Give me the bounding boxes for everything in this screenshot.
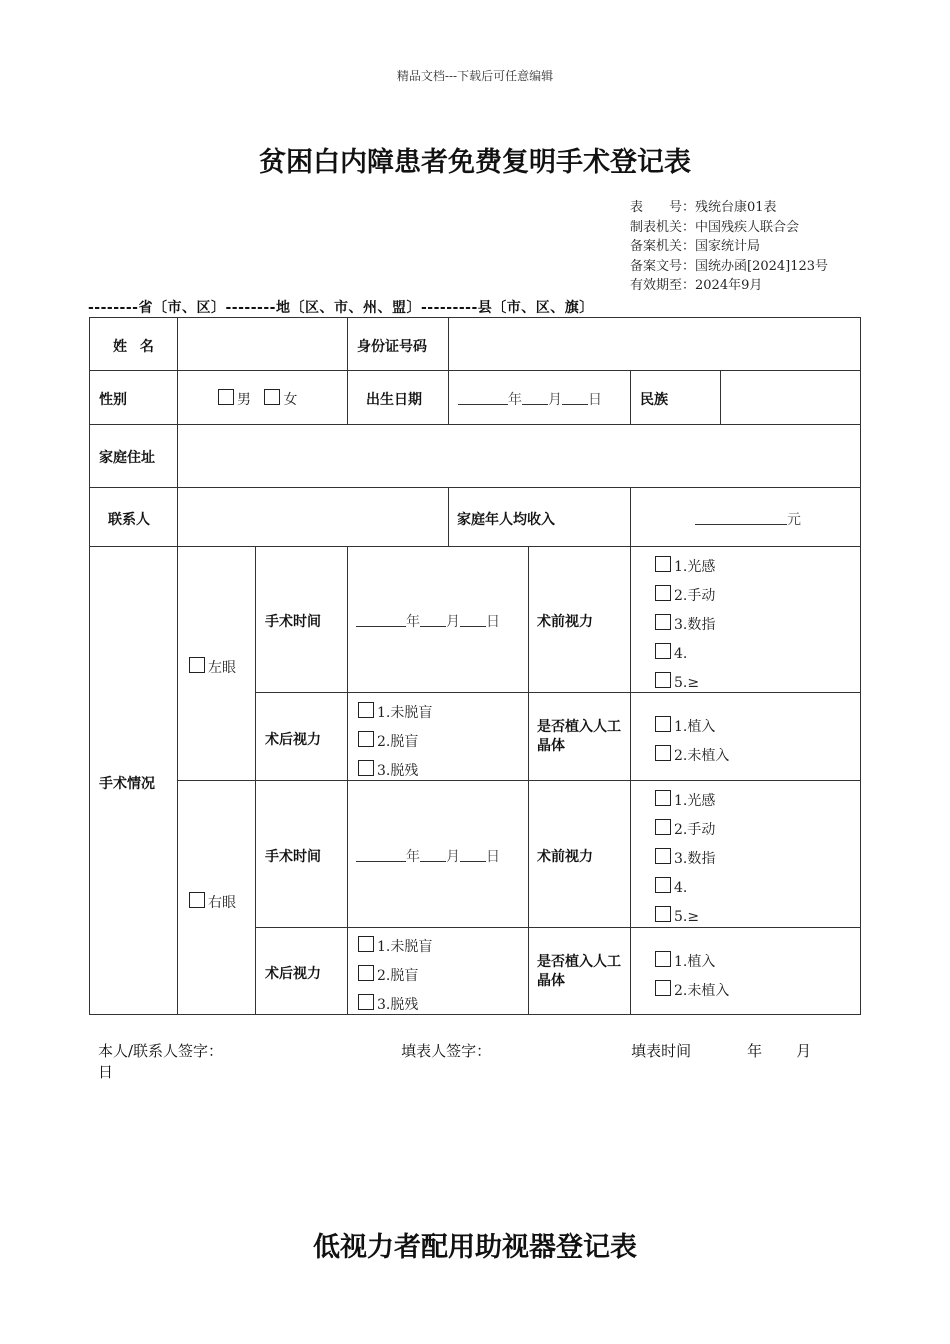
- left-post-option-3[interactable]: [358, 760, 418, 780]
- male-checkbox[interactable]: [218, 389, 234, 405]
- option-label: 2.手动: [674, 822, 716, 838]
- left-implant-option-2[interactable]: [655, 745, 729, 765]
- right-post-vision-label: 术后视力: [265, 966, 321, 982]
- right-pre-option-2[interactable]: [655, 819, 715, 839]
- left-eye-label: 左眼: [208, 660, 236, 676]
- right-eye-checkbox[interactable]: [189, 892, 205, 908]
- checkbox[interactable]: [358, 702, 374, 718]
- left-post-option-2[interactable]: [358, 731, 418, 751]
- checkbox[interactable]: [358, 965, 374, 981]
- checkbox[interactable]: [655, 745, 671, 761]
- meta-filing-authority: 备案机关：国家统计局: [630, 239, 761, 254]
- gender-label: 性别: [99, 392, 127, 408]
- prefecture-label: 地〔区、市、州、盟〕: [275, 300, 421, 316]
- row-divider: [255, 927, 861, 928]
- row-divider: [255, 692, 861, 693]
- checkbox[interactable]: [358, 760, 374, 776]
- option-label: 3.数指: [674, 617, 716, 633]
- option-label: 1.植入: [674, 719, 716, 735]
- filler-sign-label: 填表人签字：: [401, 1042, 492, 1060]
- left-implant-option-1[interactable]: [655, 716, 715, 736]
- right-post-option-1[interactable]: [358, 936, 432, 956]
- day-label: 日: [486, 614, 500, 630]
- left-pre-vision-label: 术前视力: [537, 614, 593, 630]
- right-pre-vision-label: 术前视力: [537, 849, 593, 865]
- option-label: 3.脱残: [377, 763, 419, 779]
- checkbox[interactable]: [655, 906, 671, 922]
- col-divider: [177, 317, 178, 1015]
- right-implant-label: 是否植入人工晶体: [537, 954, 621, 989]
- right-implant-option-1[interactable]: [655, 951, 715, 971]
- left-post-vision-label: 术后视力: [265, 732, 321, 748]
- checkbox[interactable]: [358, 936, 374, 952]
- option-label: 4.: [674, 646, 688, 662]
- contact-label: 联系人: [108, 512, 150, 528]
- male-label: 男: [237, 392, 251, 408]
- right-pre-option-3[interactable]: [655, 848, 715, 868]
- right-pre-option-5[interactable]: [655, 906, 699, 925]
- id-number-label: 身份证号码: [357, 339, 427, 355]
- row-divider: [89, 546, 861, 547]
- left-eye-checkbox[interactable]: [189, 657, 205, 673]
- option-label: 3.数指: [674, 851, 716, 867]
- address-label: 家庭住址: [99, 450, 155, 466]
- right-surgery-time-field[interactable]: [356, 846, 500, 866]
- table-border-bottom: [89, 1014, 861, 1015]
- day-label: 日: [588, 392, 602, 408]
- left-pre-option-2[interactable]: [655, 585, 715, 605]
- month-label: 月: [446, 614, 460, 630]
- sign-month-label: 月: [796, 1042, 812, 1060]
- checkbox[interactable]: [655, 877, 671, 893]
- name-label: 姓 名: [113, 339, 158, 355]
- sign-year-label: 年: [747, 1042, 763, 1060]
- female-label: 女: [283, 392, 298, 408]
- day-label: 日: [486, 849, 500, 865]
- col-divider: [347, 546, 348, 1015]
- left-pre-option-4[interactable]: [655, 643, 687, 662]
- month-label: 月: [446, 849, 460, 865]
- row-divider: [177, 780, 861, 781]
- right-pre-option-1[interactable]: [655, 790, 715, 810]
- month-label: 月: [548, 392, 562, 408]
- option-label: 1.光感: [674, 793, 716, 809]
- row-divider: [89, 487, 861, 488]
- left-implant-label: 是否植入人工晶体: [537, 719, 621, 754]
- checkbox[interactable]: [655, 819, 671, 835]
- region-line: --------省〔市、区〕--------地〔区、市、州、盟〕---------县〔市、区、旗〕: [88, 300, 594, 316]
- checkbox[interactable]: [655, 980, 671, 996]
- meta-filing-number: 备案文号：国统办函[2024]123号: [630, 258, 829, 274]
- ethnicity-label: 民族: [640, 392, 668, 408]
- ethnicity-field[interactable]: [724, 373, 857, 421]
- right-implant-option-2[interactable]: [655, 980, 729, 1000]
- province-label: 省〔市、区〕: [138, 300, 226, 316]
- checkbox[interactable]: [655, 614, 671, 630]
- birth-date-field[interactable]: [458, 389, 602, 409]
- checkbox[interactable]: [655, 951, 671, 967]
- right-post-option-3[interactable]: [358, 994, 418, 1014]
- right-surgery-time-label: 手术时间: [265, 849, 321, 865]
- checkbox[interactable]: [358, 731, 374, 747]
- year-label: 年: [406, 614, 420, 630]
- table-border-left: [89, 317, 90, 1015]
- signature-line: [98, 1041, 858, 1083]
- county-label: 县〔市、区、旗〕: [477, 300, 594, 316]
- option-label: 5.≥: [674, 909, 700, 925]
- left-pre-option-5[interactable]: [655, 672, 699, 691]
- header-note: 精品文档---下载后可任意编辑: [396, 69, 554, 83]
- col-divider: [448, 317, 449, 424]
- option-label: 1.光感: [674, 559, 716, 575]
- col-divider: [448, 487, 449, 546]
- year-label: 年: [406, 849, 420, 865]
- left-surgery-time-label: 手术时间: [265, 614, 321, 630]
- col-divider: [255, 546, 256, 1015]
- option-label: 2.脱盲: [377, 968, 419, 984]
- year-label: 年: [508, 392, 522, 408]
- sign-day-label: 日: [98, 1063, 114, 1081]
- right-pre-option-4[interactable]: [655, 877, 687, 896]
- fill-time-label: 填表时间: [631, 1042, 692, 1060]
- table-border-top: [89, 317, 861, 318]
- checkbox[interactable]: [655, 585, 671, 601]
- option-label: 1.未脱盲: [377, 705, 433, 721]
- checkbox[interactable]: [655, 790, 671, 806]
- option-label: 3.脱残: [377, 997, 419, 1013]
- col-divider: [630, 487, 631, 1015]
- option-label: 2.未植入: [674, 983, 730, 999]
- form-meta: [630, 198, 828, 296]
- option-label: 4.: [674, 880, 688, 896]
- col-divider: [528, 546, 529, 1015]
- gender-options: [218, 389, 297, 409]
- form-title: 贫困白内障患者免费复明手术登记表: [259, 147, 691, 178]
- option-label: 5.≥: [674, 675, 700, 691]
- option-label: 2.脱盲: [377, 734, 419, 750]
- checkbox[interactable]: [358, 994, 374, 1010]
- option-label: 1.未脱盲: [377, 939, 433, 955]
- right-eye-option: [189, 892, 236, 912]
- birth-date-label: 出生日期: [366, 392, 422, 408]
- left-eye-option: [189, 657, 236, 677]
- checkbox[interactable]: [655, 672, 671, 688]
- meta-valid-until: 有效期至：2024年9月: [630, 278, 763, 293]
- table-border-right: [860, 317, 861, 1015]
- row-divider: [89, 370, 861, 371]
- surgery-label: 手术情况: [99, 776, 155, 792]
- id-number-field[interactable]: [452, 320, 857, 368]
- right-post-option-2[interactable]: [358, 965, 418, 985]
- left-surgery-time-field[interactable]: [356, 611, 500, 631]
- left-pre-option-1[interactable]: [655, 556, 715, 576]
- col-divider: [630, 370, 631, 424]
- income-label: 家庭年人均收入: [457, 512, 555, 528]
- meta-form-number: 表 号：残统台康01表: [630, 200, 777, 215]
- meta-issuer: 制表机关：中国残疾人联合会: [630, 219, 800, 235]
- address-field[interactable]: [180, 427, 857, 484]
- checkbox[interactable]: [655, 556, 671, 572]
- self-sign-label: 本人/联系人签字：: [98, 1042, 224, 1060]
- contact-field[interactable]: [180, 490, 445, 543]
- female-checkbox[interactable]: [264, 389, 280, 405]
- income-unit: 元: [787, 512, 801, 528]
- second-form-title: 低视力者配用助视器登记表: [313, 1232, 637, 1263]
- col-divider: [720, 370, 721, 424]
- col-divider: [347, 317, 348, 424]
- income-field[interactable]: [695, 509, 801, 529]
- option-label: 2.手动: [674, 588, 716, 604]
- row-divider: [89, 424, 861, 425]
- name-field[interactable]: [180, 320, 345, 368]
- checkbox[interactable]: [655, 848, 671, 864]
- option-label: 2.未植入: [674, 748, 730, 764]
- checkbox[interactable]: [655, 716, 671, 732]
- right-eye-label: 右眼: [208, 895, 236, 911]
- checkbox[interactable]: [655, 643, 671, 659]
- option-label: 1.植入: [674, 954, 716, 970]
- left-pre-option-3[interactable]: [655, 614, 715, 634]
- left-post-option-1[interactable]: [358, 702, 432, 722]
